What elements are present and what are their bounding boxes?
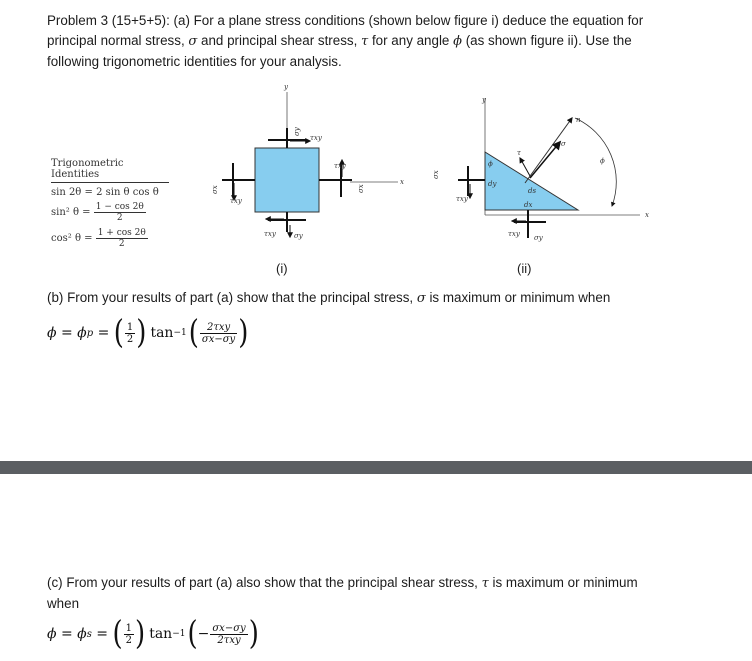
frac-num: 1 [125, 622, 133, 634]
equals: = [93, 325, 114, 341]
trig-sin-sq-lhs: sin² θ = [51, 207, 91, 218]
frac-den: 2 [126, 333, 134, 345]
phi-symbol: ϕ [453, 34, 462, 49]
tan-inverse: −1 [172, 629, 186, 639]
problem-text: (as shown figure ii). Use the [461, 33, 632, 48]
frac-num: 1 − cos 2θ [95, 202, 144, 212]
frac-den: 2τxy [217, 634, 241, 646]
phi-sub: s [86, 628, 92, 640]
frac-den: 2 [118, 239, 125, 249]
fig-i-y-axis: y [284, 83, 288, 91]
figure-ii-element [458, 98, 640, 238]
part-c-line-1 [47, 573, 707, 594]
fig-ii-tau: τ [517, 149, 521, 157]
frac-den: σx−σy [201, 333, 236, 345]
tan-label: tan [150, 325, 174, 341]
ratio-frac [200, 322, 237, 345]
frac-num: 2τxy [200, 322, 237, 334]
frac-den: 2 [125, 634, 133, 646]
sigma-symbol: σ [416, 291, 426, 306]
part-b-text [47, 288, 707, 309]
fig-i-tau-bottom: τxy [264, 230, 276, 238]
frac-num: σx−σy [212, 622, 246, 634]
fig-i-sigma-y-bottom: σy [294, 232, 303, 240]
ratio-frac [210, 623, 247, 646]
part-b-formula [47, 314, 249, 352]
part-c-text-b: is maximum or minimum [488, 575, 638, 590]
phi-lhs: ϕ = ϕ [47, 626, 87, 642]
problem-text: for any angle [368, 33, 454, 48]
frac-den: 2 [116, 213, 123, 223]
problem-text: principal normal stress, [47, 33, 189, 48]
fig-ii-sigma: σ [561, 140, 566, 148]
fig-i-tau-right: τxy [334, 162, 346, 170]
part-c-text-a: (c) From your results of part (a) also show that the principal shear stress, [47, 575, 482, 590]
part-c-line-2: when [47, 596, 80, 611]
paren-open: ( [113, 314, 124, 352]
fig-ii-x-axis: x [645, 211, 649, 219]
trig-title: Trigonometric Identities [51, 158, 169, 183]
fig-i-tau-left: τxy [230, 197, 242, 205]
fig-ii-dx: dx [524, 201, 533, 209]
part-b-text-a: (b) From your results of part (a) show that the principal stress, [47, 290, 417, 305]
fig-ii-sigma-x: σx [432, 170, 440, 179]
fig-i-x-axis: x [400, 178, 404, 186]
fig-ii-phi-arc: ϕ [600, 157, 605, 165]
stress-figures [0, 0, 752, 300]
fig-ii-tau-bottom: τxy [508, 230, 520, 238]
fig-ii-phi-corner: ϕ [488, 160, 493, 168]
stress-element [255, 148, 319, 212]
part-c-text [47, 573, 707, 614]
paren-open: ( [112, 615, 123, 653]
figure-ii-label: (ii) [517, 261, 532, 276]
frac-num: 1 + cos 2θ [97, 228, 146, 238]
sigma-symbol: σ [188, 34, 198, 49]
trig-sin2: sin 2θ = 2 sin θ cos θ [51, 187, 159, 198]
fig-ii-n-axis: n [576, 116, 581, 124]
fig-ii-sigma-y: σy [534, 234, 543, 242]
fig-ii-y-axis: y [482, 96, 486, 104]
paren-close: ) [135, 615, 146, 653]
fig-ii-tau-left: τxy [456, 195, 468, 203]
half-frac [124, 623, 134, 646]
tau-symbol: τ [361, 34, 369, 49]
section-divider [0, 461, 752, 474]
fig-i-sigma-y-top: σy [293, 127, 301, 136]
tan-label: tan [149, 626, 173, 642]
fig-i-sigma-x-left: σx [211, 185, 219, 194]
paren-close: ) [248, 615, 259, 653]
figure-i-element [222, 92, 398, 237]
part-b-text-b: is maximum or minimum when [425, 290, 611, 305]
problem-line-1: Problem 3 (15+5+5): (a) For a plane stress conditions (shown below figure i) deduce the equation for [47, 13, 644, 28]
tau-symbol: τ [481, 576, 489, 591]
part-c-formula [47, 615, 259, 653]
half-frac [125, 322, 135, 345]
phi-lhs: ϕ = ϕ [47, 325, 87, 341]
tan-inverse: −1 [173, 328, 187, 338]
paren-close: ) [238, 314, 249, 352]
paren-open: ( [188, 314, 199, 352]
problem-text: and principal shear stress, [197, 33, 362, 48]
fig-ii-dy: dy [488, 180, 497, 188]
minus-sign: − [197, 626, 210, 642]
paren-close: ) [136, 314, 147, 352]
trig-cos-sq-lhs: cos² θ = [51, 233, 93, 244]
problem-line-3: following trigonometric identities for your analysis. [47, 54, 342, 69]
frac-num: 1 [126, 321, 134, 333]
fig-i-tau-top: τxy [310, 134, 322, 142]
fig-ii-ds: ds [528, 187, 537, 195]
fig-i-sigma-x-right: σx [357, 184, 365, 193]
paren-open: ( [187, 615, 198, 653]
phi-sub: p [86, 327, 94, 339]
figure-i-label: (i) [276, 261, 288, 276]
equals: = [91, 626, 113, 642]
